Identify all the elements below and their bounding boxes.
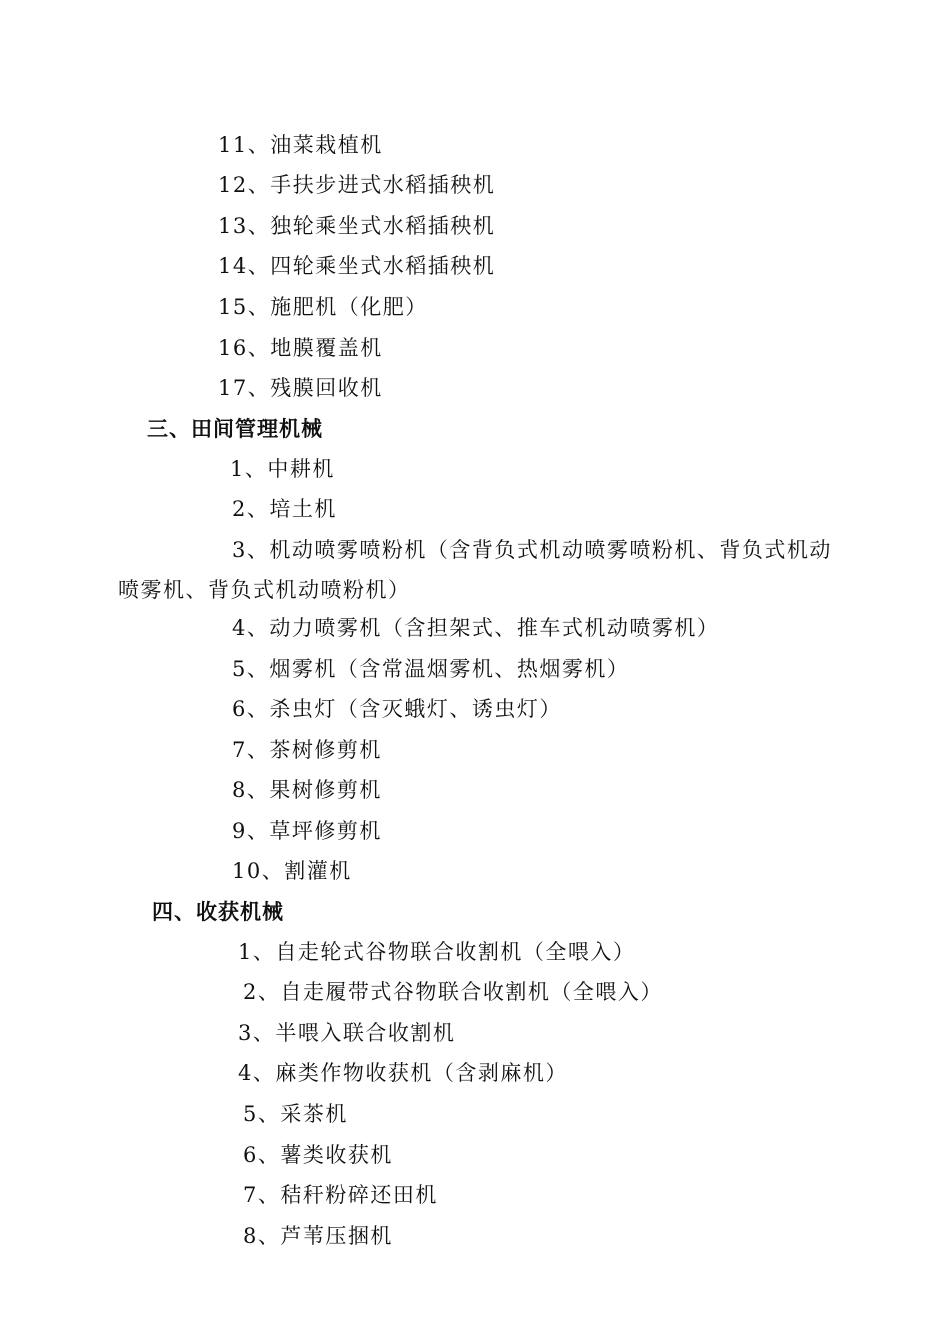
section-heading-field-management: 三、田间管理机械: [147, 417, 323, 441]
list-item: 5、烟雾机（含常温烟雾机、热烟雾机）: [232, 657, 630, 681]
list-item: 2、自走履带式谷物联合收割机（全喂入）: [243, 980, 663, 1004]
list-item: 12、手扶步进式水稻插秧机: [218, 173, 496, 197]
list-item: 3、半喂入联合收割机: [238, 1021, 456, 1045]
list-item: 10、割灌机: [232, 859, 352, 883]
list-item: 13、独轮乘坐式水稻插秧机: [218, 214, 496, 238]
list-item: 7、茶树修剪机: [232, 738, 382, 762]
list-item-continuation: 喷雾机、背负式机动喷粉机）: [118, 578, 411, 602]
list-item: 15、施肥机（化肥）: [218, 295, 428, 319]
list-item: 11、油菜栽植机: [218, 133, 383, 157]
list-item: 4、麻类作物收获机（含剥麻机）: [238, 1061, 568, 1085]
list-item: 14、四轮乘坐式水稻插秧机: [218, 254, 496, 278]
list-item: 3、机动喷雾喷粉机（含背负式机动喷雾喷粉机、背负式机动: [232, 538, 832, 562]
list-item: 4、动力喷雾机（含担架式、推车式机动喷雾机）: [232, 616, 720, 640]
list-item: 9、草坪修剪机: [232, 819, 382, 843]
list-item: 8、芦苇压捆机: [243, 1224, 393, 1248]
list-item: 7、秸秆粉碎还田机: [243, 1183, 438, 1207]
list-item: 6、杀虫灯（含灭蛾灯、诱虫灯）: [232, 697, 562, 721]
list-item: 17、残膜回收机: [218, 376, 383, 400]
list-item: 6、薯类收获机: [243, 1143, 393, 1167]
list-item: 5、采茶机: [243, 1102, 348, 1126]
list-item: 2、培土机: [232, 497, 337, 521]
list-item: 8、果树修剪机: [232, 778, 382, 802]
list-item: 1、自走轮式谷物联合收割机（全喂入）: [238, 940, 636, 964]
section-heading-harvesting: 四、收获机械: [152, 900, 284, 924]
list-item: 1、中耕机: [230, 457, 335, 481]
list-item: 16、地膜覆盖机: [218, 336, 383, 360]
